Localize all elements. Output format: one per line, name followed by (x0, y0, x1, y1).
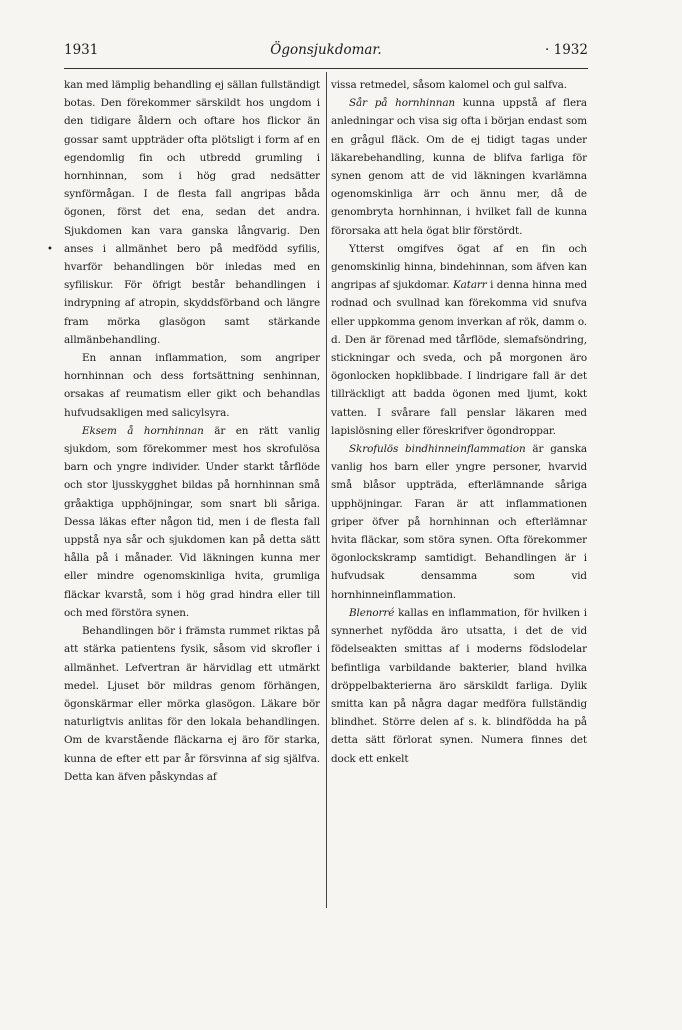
header-rule (64, 68, 588, 69)
italic-term: Sår på hornhinnan (349, 97, 456, 110)
paragraph (331, 604, 587, 768)
paragraph-text: kunna uppstå af flera anledningar och visa sig ofta i början endast som en grågul fläck. Om de ej tidigt tagas under läkarebehandling, kunna de blifva farliga för synen genom att de vid läkningen kvarlämna ogenomskinliga ärr och ännu mer, då de genombryta hornhinnan, i hvilket fall de kunna förorsaka att hela ögat blir förstördt. (331, 97, 587, 237)
left-page-number: 1931 (64, 42, 99, 58)
margin-mark: • (47, 244, 53, 255)
right-page-number: · 1932 (545, 42, 588, 58)
paragraph (331, 94, 587, 240)
paragraph (64, 76, 320, 349)
page-header (64, 42, 588, 62)
paragraph (331, 240, 587, 440)
paragraph (331, 76, 587, 94)
paragraph-text: Ytterst omgifves ögat af en fin och genomskinlig hinna, bindehinnan, som äfven kan angripas af sjukdomar. (331, 242, 587, 292)
italic-term: Blenorré (349, 606, 395, 619)
paragraph (64, 349, 320, 422)
paragraph (64, 422, 320, 622)
paragraph-text: kallas en inflammation, för hvilken i synnerhet nyfödda äro utsatta, i det de vid födelseakten smittas af i moderns födslodelar befintliga varbildande bakterier, bland hvilka dröppelbakterierna äro särskildt farliga. Dylik smitta kan på några dagar medföra fullständig blindhet. Större delen af s. k. blindfödda ha på detta sätt förlorat synen. Numera finnes det dock ett enkelt (331, 606, 587, 765)
running-title: Ögonsjukdomar. (270, 42, 382, 58)
paragraph-text: vissa retmedel, såsom kalomel och gul salfva. (331, 79, 567, 91)
paragraph-text: Behandlingen bör i främsta rummet riktas på att stärka patientens fysik, såsom vid skrofler i allmänhet. Lefvertran är härvidlag ett utmärkt medel. Ljuset bör mildras genom förhängen, ögonskärmar eller mörka glasögon. Läkare bör naturligtvis anlitas för den lokala behandlingen. Om de kvarstående fläckarna ej äro för starka, kunna de efter ett par år försvinna af sig själfva. Detta kan äfven påskyndas af (64, 625, 320, 783)
italic-term: Katarr (453, 279, 487, 292)
paragraph-text: är ganska vanlig hos barn eller yngre personer, hvarvid små blåsor uppträda, efterlämnande såriga upphöjningar. Faran är att inflammationen griper öfver på hornhinnan och efterlämnar hvita fläckar, som störa synen. Ofta förekommer ögonlockskramp samtidigt. Behandlingen är i hufvudsak densamma som vid hornhinneinflammation. (331, 443, 587, 601)
paragraph-text: kan med lämplig behandling ej sällan fullständigt botas. Den förekommer särskildt hos ungdom i den tidigare åldern och oftare hos flickor än gossar samt uppträder ofta plötsligt i form af en egendomlig fin och utbredd grumling i hornhinnan, som i hög grad nedsätter synförmågan. I de flesta fall angripas båda ögonen, först det ena, sedan det andra. Sjukdomen kan vara ganska långvarig. Den anses i allmänhet bero på medfödd syfilis, hvarför behandlingen bör inledas med en syfiliskur. För öfrigt består behandlingen i indrypning af atropin, skyddsförband och längre fram mörka glasögon samt stärkande allmänbehandling. (64, 79, 320, 346)
paragraph-text: är en rätt vanlig sjukdom, som förekommer mest hos skrofulösa barn och yngre individer. Under starkt tårflöde och stor ljusskygghet bildas på hornhinnan små gråaktiga upphöjningar, som snart bli såriga. Dessa läkas efter någon tid, men i de flesta fall uppstå nya sår och sjukdomen kan på detta sätt hålla på i månader. Vid läkningen kunna mer eller mindre ogenomskinliga hvita, grumliga fläckar kvarstå, som i hög grad hindra eller till och med förstöra synen. (64, 424, 320, 619)
paragraph-text: En annan inflammation, som angriper hornhinnan och dess fortsättning senhinnan, orsakas af reumatism eller gikt och behandlas hufvudsakligen med salicylsyra. (64, 352, 320, 419)
paragraph (331, 440, 587, 604)
right-column (331, 76, 587, 906)
paragraph (64, 622, 320, 786)
italic-term: Eksem å hornhinnan (82, 424, 204, 437)
paragraph-text: i denna hinna med rodnad och svullnad kan förekomma vid snufva eller uppkomma genom inverkan af rök, damm o. d. Den är förenad med tårflöde, slemafsöndring, stickningar och sveda, och på morgonen äro ögonlocken hopklibbade. I lindrigare fall är det tillräckligt att badda ögonen med ljumt, kokt vatten. I svårare fall penslar läkaren med lapislösning eller föreskrifver ögondroppar. (331, 279, 587, 437)
column-divider (326, 72, 327, 908)
left-column (64, 76, 320, 906)
italic-term: Skrofulös bindhinneinflammation (349, 443, 526, 456)
